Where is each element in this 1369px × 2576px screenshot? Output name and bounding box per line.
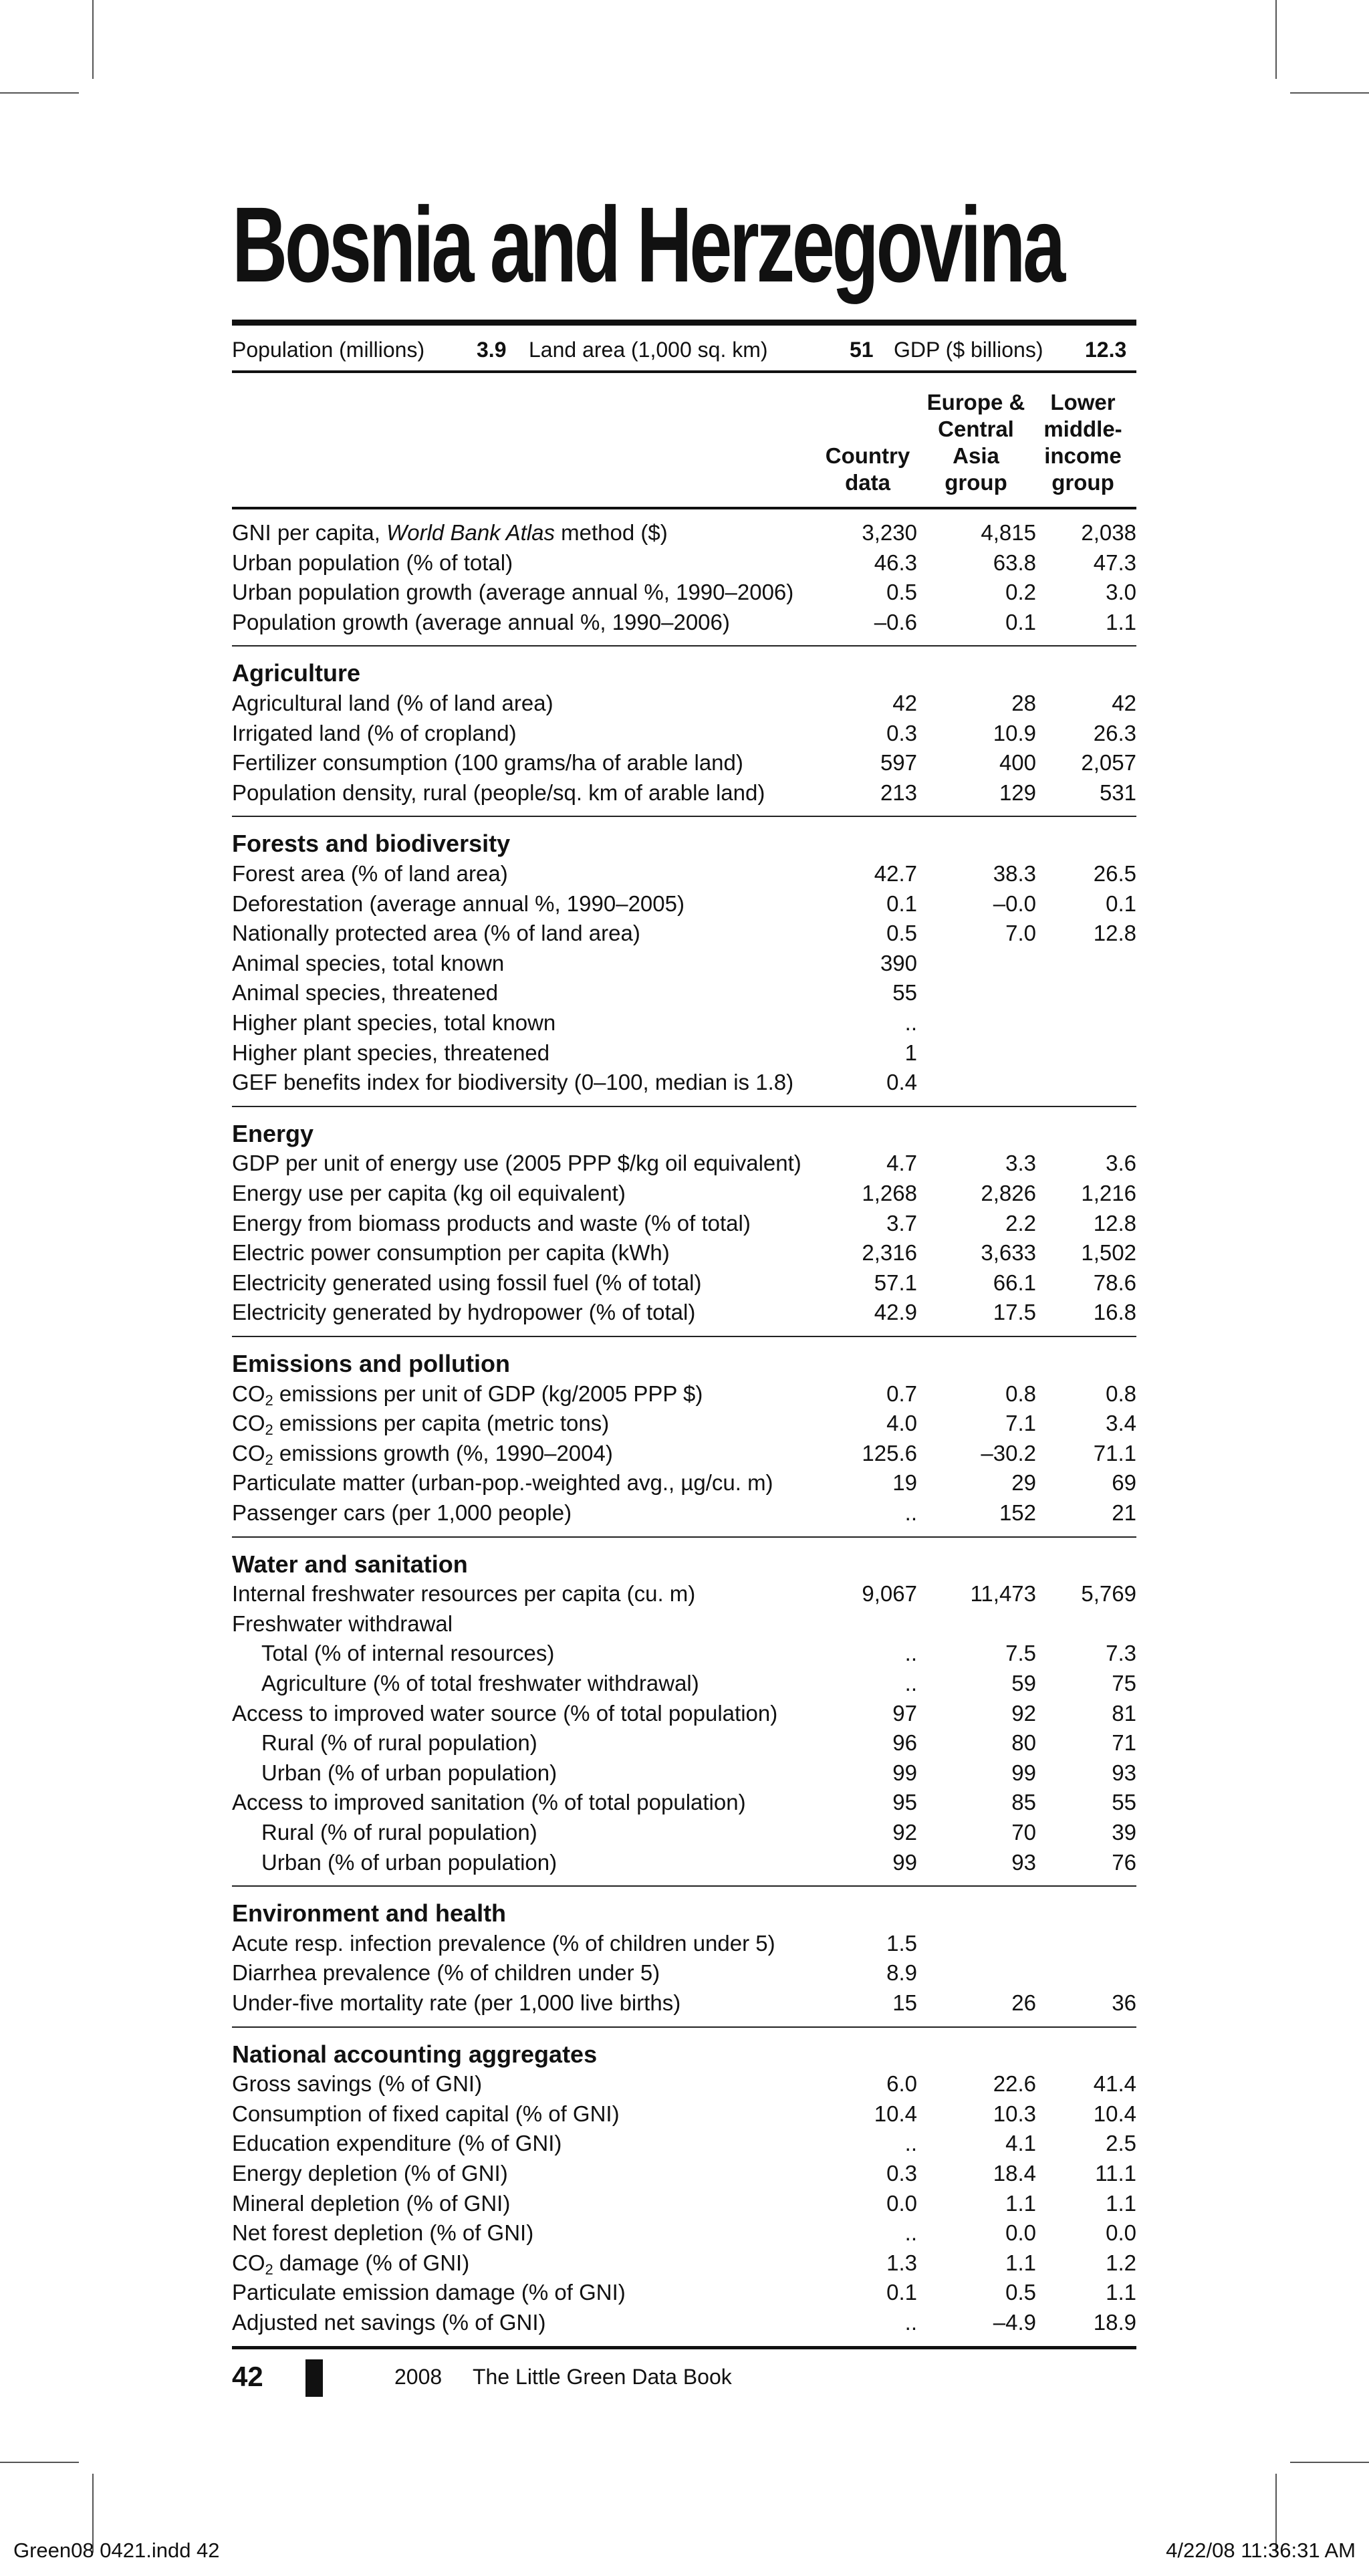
row-label bbox=[232, 518, 668, 548]
table-row bbox=[232, 1609, 1136, 1639]
cell-c3: 2,057 bbox=[1081, 750, 1136, 776]
header-rule bbox=[232, 507, 1136, 509]
cell-c2: 70 bbox=[1011, 1820, 1036, 1845]
cell-c2: 4,815 bbox=[981, 520, 1036, 545]
cell-c2: 7.5 bbox=[1005, 1641, 1036, 1666]
cell-c1: 0.1 bbox=[886, 2280, 917, 2305]
cell-c1: 1 bbox=[904, 1040, 917, 1065]
table-row bbox=[232, 1958, 1136, 1988]
table-row bbox=[232, 889, 1136, 919]
row-label: Education expenditure (% of GNI) bbox=[232, 2131, 562, 2156]
row-label: Nationally protected area (% of land area) bbox=[232, 921, 640, 946]
cell-c1: 125.6 bbox=[862, 1440, 917, 1466]
column-header-income: Lower middle- income group bbox=[1043, 390, 1122, 495]
cell-c1: .. bbox=[904, 2310, 917, 2335]
row-label-text: emissions per capita (metric tons) bbox=[273, 1411, 610, 1436]
cell-c1: 19 bbox=[892, 1470, 917, 1496]
section-divider bbox=[232, 1336, 1136, 1337]
table-row bbox=[232, 949, 1136, 978]
cell-c3: 2.5 bbox=[1106, 2131, 1136, 2156]
table-row bbox=[232, 1699, 1136, 1728]
cell-c3: 71 bbox=[1112, 1730, 1136, 1756]
table-row bbox=[232, 2099, 1136, 2129]
cell-c3: 5,769 bbox=[1081, 1581, 1136, 1607]
row-label: Gross savings (% of GNI) bbox=[232, 2071, 483, 2097]
page-number: 42 bbox=[232, 2361, 263, 2392]
cell-c1: 97 bbox=[892, 1700, 917, 1726]
cell-c1: .. bbox=[904, 1500, 917, 1525]
row-label: Population density, rural (people/sq. km of arable land) bbox=[232, 780, 765, 805]
cell-c3: 21 bbox=[1112, 1500, 1136, 1525]
cell-c2: 0.5 bbox=[1005, 2280, 1036, 2305]
row-label-text: GNI per capita, bbox=[232, 520, 387, 545]
table-row bbox=[232, 1298, 1136, 1327]
cell-c3: 36 bbox=[1112, 1990, 1136, 2015]
row-label: Energy depletion (% of GNI) bbox=[232, 2161, 508, 2186]
table-row bbox=[232, 608, 1136, 637]
cell-c3: 71.1 bbox=[1093, 1440, 1136, 1466]
cell-c2: 0.2 bbox=[1005, 580, 1036, 605]
row-label: Fertilizer consumption (100 grams/ha of arable land) bbox=[232, 750, 743, 776]
table-row bbox=[232, 778, 1136, 808]
co2-subscript: 2 bbox=[265, 1421, 273, 1439]
table-row bbox=[232, 1498, 1136, 1528]
row-label: Mineral depletion (% of GNI) bbox=[232, 2190, 511, 2216]
cell-c1: 0.7 bbox=[886, 1381, 917, 1406]
row-label: Access to improved sanitation (% of total population) bbox=[232, 1790, 746, 1815]
cell-c3: 2,038 bbox=[1081, 520, 1136, 545]
row-label: Total (% of internal resources) bbox=[261, 1641, 555, 1666]
cell-c2: 3.3 bbox=[1005, 1151, 1036, 1176]
cell-c1: 213 bbox=[880, 780, 917, 805]
table-row bbox=[232, 2248, 1136, 2278]
table-row bbox=[232, 1268, 1136, 1298]
cell-c2: 152 bbox=[999, 1500, 1036, 1525]
table-row bbox=[232, 548, 1136, 578]
table-row bbox=[232, 578, 1136, 607]
table-row bbox=[232, 1579, 1136, 1609]
land-area-label: Land area (1,000 sq. km) bbox=[529, 338, 768, 362]
table-row bbox=[232, 2278, 1136, 2307]
cell-c3: 18.9 bbox=[1093, 2310, 1136, 2335]
table-row bbox=[232, 1008, 1136, 1038]
row-label: Urban population (% of total) bbox=[232, 550, 513, 575]
table-row bbox=[232, 1728, 1136, 1758]
table-row bbox=[232, 689, 1136, 718]
co2-prefix: CO bbox=[232, 1381, 265, 1406]
co2-subscript: 2 bbox=[265, 1451, 273, 1468]
row-label: Forest area (% of land area) bbox=[232, 861, 508, 886]
land-area-value: 51 bbox=[850, 338, 874, 362]
section-divider bbox=[232, 816, 1136, 817]
cell-c3: 1.2 bbox=[1106, 2250, 1136, 2275]
cell-c1: 3,230 bbox=[862, 520, 917, 545]
cell-c1: 8.9 bbox=[886, 1960, 917, 1986]
cell-c2: 92 bbox=[1011, 1700, 1036, 1726]
cell-c2: 59 bbox=[1011, 1671, 1036, 1695]
slug-date: 4/22/08 11:36:31 AM bbox=[1166, 2539, 1356, 2562]
cell-c1: 3.7 bbox=[886, 1210, 917, 1236]
cell-c1: 9,067 bbox=[862, 1581, 917, 1607]
co2-prefix: CO bbox=[232, 1411, 265, 1436]
gdp-label: GDP ($ billions) bbox=[894, 338, 1043, 362]
cell-c2: 2,826 bbox=[981, 1181, 1036, 1205]
table-row bbox=[232, 1988, 1136, 2018]
cell-c3: 0.1 bbox=[1106, 891, 1136, 916]
column-header-region: Europe & Central Asia group bbox=[926, 390, 1025, 495]
cell-c1: 6.0 bbox=[886, 2071, 917, 2097]
section-title: Forests and biodiversity bbox=[232, 830, 511, 858]
section-title: Energy bbox=[232, 1119, 314, 1147]
cell-c3: 81 bbox=[1112, 1700, 1136, 1726]
row-label-text: method ($) bbox=[554, 520, 668, 545]
row-label: Freshwater withdrawal bbox=[232, 1611, 453, 1636]
cell-c1: .. bbox=[904, 1641, 917, 1666]
table-row bbox=[232, 2129, 1136, 2158]
cell-c1: .. bbox=[904, 2131, 917, 2156]
cell-c3: 78.6 bbox=[1093, 1270, 1136, 1295]
row-label: GDP per unit of energy use (2005 PPP $/kg oil equivalent) bbox=[232, 1151, 801, 1176]
cell-c3: 7.3 bbox=[1106, 1641, 1136, 1666]
cell-c3: 0.8 bbox=[1106, 1381, 1136, 1406]
crop-mark bbox=[0, 92, 79, 94]
table-row bbox=[232, 1669, 1136, 1698]
table-row bbox=[232, 1468, 1136, 1498]
crop-mark bbox=[1290, 92, 1369, 94]
table-row bbox=[232, 1818, 1136, 1847]
crop-mark bbox=[1290, 2462, 1369, 2463]
footer-bar bbox=[305, 2359, 323, 2397]
row-label bbox=[232, 1379, 703, 1409]
table-row bbox=[232, 1068, 1136, 1097]
cell-c3: 93 bbox=[1112, 1760, 1136, 1785]
cell-c3: 55 bbox=[1112, 1790, 1136, 1815]
row-label: Passenger cars (per 1,000 people) bbox=[232, 1500, 572, 1525]
table-row bbox=[232, 1639, 1136, 1668]
cell-c1: 597 bbox=[880, 750, 917, 776]
row-label: Under-five mortality rate (per 1,000 live births) bbox=[232, 1990, 681, 2015]
page-title: Bosnia and Herzegovina bbox=[232, 185, 1063, 304]
co2-prefix: CO bbox=[232, 2250, 265, 2275]
row-label: GEF benefits index for biodiversity (0–100, median is 1.8) bbox=[232, 1070, 794, 1095]
cell-c3: 3.4 bbox=[1106, 1411, 1136, 1436]
table-row bbox=[232, 1788, 1136, 1817]
table-row bbox=[232, 978, 1136, 1008]
cell-c2: 4.1 bbox=[1005, 2131, 1036, 2156]
section-title: National accounting aggregates bbox=[232, 2040, 598, 2068]
cell-c1: 0.1 bbox=[886, 891, 917, 916]
cell-c3: 12.8 bbox=[1093, 921, 1136, 946]
cell-c3: 41.4 bbox=[1093, 2071, 1136, 2097]
cell-c2: 38.3 bbox=[993, 861, 1036, 886]
cell-c3: 0.0 bbox=[1106, 2220, 1136, 2246]
row-label: Higher plant species, total known bbox=[232, 1010, 556, 1035]
row-label: Electricity generated by hydropower (% of total) bbox=[232, 1300, 696, 1325]
table-row bbox=[232, 1758, 1136, 1788]
table-row bbox=[232, 2069, 1136, 2099]
row-label: Agriculture (% of total freshwater withdrawal) bbox=[261, 1671, 699, 1695]
row-label: Particulate emission damage (% of GNI) bbox=[232, 2280, 626, 2305]
table-row bbox=[232, 1379, 1136, 1409]
footer-year: 2008 bbox=[394, 2365, 443, 2389]
cell-c2: 93 bbox=[1011, 1849, 1036, 1875]
row-label: Population growth (average annual %, 1990–2006) bbox=[232, 609, 730, 634]
table-row bbox=[232, 859, 1136, 889]
cell-c1: 96 bbox=[892, 1730, 917, 1756]
row-label: Urban (% of urban population) bbox=[261, 1760, 557, 1785]
cell-c3: 76 bbox=[1112, 1849, 1136, 1875]
co2-prefix: CO bbox=[232, 1440, 265, 1466]
table-row bbox=[232, 2159, 1136, 2188]
cell-c2: 66.1 bbox=[993, 1270, 1036, 1295]
cell-c3: 26.5 bbox=[1093, 861, 1136, 886]
cell-c3: 1,216 bbox=[1081, 1181, 1136, 1205]
cell-c3: 47.3 bbox=[1093, 550, 1136, 575]
row-label: Deforestation (average annual %, 1990–2005) bbox=[232, 891, 684, 916]
cell-c1: 4.0 bbox=[886, 1411, 917, 1436]
table-row bbox=[232, 518, 1136, 548]
row-label: Urban (% of urban population) bbox=[261, 1849, 557, 1875]
cell-c3: 531 bbox=[1099, 780, 1136, 805]
section-title: Water and sanitation bbox=[232, 1550, 468, 1578]
cell-c2: 10.3 bbox=[993, 2101, 1036, 2126]
cell-c2: 0.1 bbox=[1005, 609, 1036, 634]
cell-c3: 16.8 bbox=[1093, 1300, 1136, 1325]
table-row bbox=[232, 1848, 1136, 1877]
row-label: Rural (% of rural population) bbox=[261, 1820, 537, 1845]
row-label: Access to improved water source (% of total population) bbox=[232, 1700, 778, 1726]
cell-c1: 95 bbox=[892, 1790, 917, 1815]
cell-c2: 29 bbox=[1011, 1470, 1036, 1496]
cell-c3: 42 bbox=[1112, 691, 1136, 715]
cell-c2: 0.8 bbox=[1005, 1381, 1036, 1406]
row-label: Higher plant species, threatened bbox=[232, 1040, 550, 1065]
cell-c1: 0.5 bbox=[886, 580, 917, 605]
cell-c2: 26 bbox=[1011, 1990, 1036, 2015]
section-title: Emissions and pollution bbox=[232, 1350, 511, 1377]
table-row bbox=[232, 2308, 1136, 2337]
cell-c2: 1.1 bbox=[1005, 2250, 1036, 2275]
co2-subscript: 2 bbox=[265, 1391, 273, 1409]
cell-c2: 7.0 bbox=[1005, 921, 1036, 946]
cell-c1: 92 bbox=[892, 1820, 917, 1845]
row-label: Animal species, threatened bbox=[232, 980, 499, 1006]
section-divider bbox=[232, 645, 1136, 647]
row-label: Urban population growth (average annual %, 1990–2006) bbox=[232, 580, 794, 605]
row-label: Energy from biomass products and waste (% of total) bbox=[232, 1210, 751, 1236]
cell-c1: .. bbox=[904, 1010, 917, 1035]
section-divider bbox=[232, 1536, 1136, 1538]
population-value: 3.9 bbox=[477, 338, 507, 362]
cell-c1: 1,268 bbox=[862, 1181, 917, 1205]
cell-c2: –4.9 bbox=[993, 2310, 1036, 2335]
row-label bbox=[232, 2248, 469, 2278]
cell-c3: 10.4 bbox=[1093, 2101, 1136, 2126]
cell-c3: 1.1 bbox=[1106, 2190, 1136, 2216]
table-row bbox=[232, 1038, 1136, 1068]
cell-c2: 11,473 bbox=[970, 1581, 1036, 1607]
summary-rule bbox=[232, 370, 1136, 373]
cell-c1: 42.9 bbox=[874, 1300, 917, 1325]
cell-c1: –0.6 bbox=[874, 609, 917, 634]
cell-c3: 75 bbox=[1112, 1671, 1136, 1695]
row-label-italic: World Bank Atlas bbox=[386, 520, 555, 545]
cell-c2: 3,633 bbox=[981, 1240, 1036, 1266]
cell-c2: 28 bbox=[1011, 691, 1036, 715]
row-label: Net forest depletion (% of GNI) bbox=[232, 2220, 534, 2246]
cell-c1: 0.3 bbox=[886, 2161, 917, 2186]
table-row bbox=[232, 1238, 1136, 1268]
row-label: Particulate matter (urban-pop.-weighted avg., µg/cu. m) bbox=[232, 1470, 773, 1496]
cell-c3: 1.1 bbox=[1106, 2280, 1136, 2305]
row-label bbox=[232, 1439, 613, 1468]
table-row bbox=[232, 919, 1136, 948]
cell-c1: 99 bbox=[892, 1760, 917, 1785]
cell-c2: 99 bbox=[1011, 1760, 1036, 1785]
table-row bbox=[232, 748, 1136, 778]
row-label: Irrigated land (% of cropland) bbox=[232, 720, 517, 745]
table-row bbox=[232, 1179, 1136, 1208]
cell-c1: 57.1 bbox=[874, 1270, 917, 1295]
cell-c2: –0.0 bbox=[993, 891, 1036, 916]
row-label: Energy use per capita (kg oil equivalent) bbox=[232, 1181, 626, 1205]
cell-c1: 0.3 bbox=[886, 720, 917, 745]
cell-c2: 63.8 bbox=[993, 550, 1036, 575]
row-label: Consumption of fixed capital (% of GNI) bbox=[232, 2101, 620, 2126]
table-row bbox=[232, 1409, 1136, 1438]
cell-c3: 12.8 bbox=[1093, 1210, 1136, 1236]
bottom-rule bbox=[232, 2346, 1136, 2349]
table-row bbox=[232, 719, 1136, 748]
cell-c1: 15 bbox=[892, 1990, 917, 2015]
cell-c1: 1.5 bbox=[886, 1930, 917, 1956]
row-label: Diarrhea prevalence (% of children under 5) bbox=[232, 1960, 660, 1986]
gdp-value: 12.3 bbox=[1085, 338, 1127, 362]
section-title: Agriculture bbox=[232, 659, 361, 687]
cell-c3: 1.1 bbox=[1106, 609, 1136, 634]
cell-c1: 99 bbox=[892, 1849, 917, 1875]
crop-mark bbox=[0, 2462, 79, 2463]
cell-c1: 4.7 bbox=[886, 1151, 917, 1176]
cell-c3: 11.1 bbox=[1095, 2161, 1136, 2186]
section-title: Environment and health bbox=[232, 1899, 507, 1927]
row-label: Electric power consumption per capita (kWh) bbox=[232, 1240, 670, 1266]
top-rule bbox=[232, 320, 1136, 326]
row-label bbox=[232, 1409, 609, 1438]
crop-mark bbox=[1275, 0, 1277, 79]
column-header-country: Country data bbox=[825, 443, 910, 495]
slug-file: Green08 0421.indd 42 bbox=[13, 2539, 220, 2562]
cell-c1: .. bbox=[904, 2220, 917, 2246]
row-label-text: emissions growth (%, 1990–2004) bbox=[273, 1440, 613, 1466]
row-label: Acute resp. infection prevalence (% of children under 5) bbox=[232, 1930, 775, 1956]
row-label: Rural (% of rural population) bbox=[261, 1730, 537, 1756]
cell-c1: 0.5 bbox=[886, 921, 917, 946]
section-divider bbox=[232, 1885, 1136, 1887]
row-label: Agricultural land (% of land area) bbox=[232, 691, 553, 715]
page-footer bbox=[232, 2357, 1136, 2397]
cell-c2: 18.4 bbox=[993, 2161, 1036, 2186]
cell-c2: 85 bbox=[1011, 1790, 1036, 1815]
row-label: Adjusted net savings (% of GNI) bbox=[232, 2310, 546, 2335]
cell-c2: 400 bbox=[999, 750, 1036, 776]
table-row bbox=[232, 1929, 1136, 1958]
row-label: Electricity generated using fossil fuel (% of total) bbox=[232, 1270, 702, 1295]
row-label-text: damage (% of GNI) bbox=[273, 2250, 470, 2275]
co2-subscript: 2 bbox=[265, 2260, 273, 2278]
cell-c2: 22.6 bbox=[993, 2071, 1036, 2097]
table-row bbox=[232, 1439, 1136, 1468]
cell-c3: 3.0 bbox=[1106, 580, 1136, 605]
cell-c3: 1,502 bbox=[1081, 1240, 1136, 1266]
cell-c1: 390 bbox=[880, 950, 917, 975]
cell-c3: 26.3 bbox=[1093, 720, 1136, 745]
cell-c1: 55 bbox=[892, 980, 917, 1006]
table-row bbox=[232, 2218, 1136, 2248]
cell-c2: 2.2 bbox=[1005, 1210, 1036, 1236]
row-label: Animal species, total known bbox=[232, 950, 505, 975]
table-row bbox=[232, 2189, 1136, 2218]
cell-c3: 69 bbox=[1112, 1470, 1136, 1496]
cell-c2: 80 bbox=[1011, 1730, 1036, 1756]
row-label-text: emissions per unit of GDP (kg/2005 PPP $) bbox=[273, 1381, 703, 1406]
cell-c2: 1.1 bbox=[1005, 2190, 1036, 2216]
cell-c1: 0.4 bbox=[886, 1070, 917, 1095]
population-label: Population (millions) bbox=[232, 338, 425, 362]
cell-c1: 42.7 bbox=[874, 861, 917, 886]
cell-c1: 10.4 bbox=[874, 2101, 917, 2126]
section-divider bbox=[232, 2026, 1136, 2028]
cell-c2: –30.2 bbox=[981, 1440, 1036, 1466]
cell-c2: 17.5 bbox=[993, 1300, 1036, 1325]
cell-c3: 39 bbox=[1112, 1820, 1136, 1845]
cell-c1: .. bbox=[904, 1671, 917, 1695]
cell-c2: 129 bbox=[999, 780, 1036, 805]
cell-c2: 0.0 bbox=[1005, 2220, 1036, 2246]
cell-c2: 10.9 bbox=[993, 720, 1036, 745]
section-divider bbox=[232, 1106, 1136, 1107]
table-row bbox=[232, 1149, 1136, 1178]
row-label: Internal freshwater resources per capita (cu. m) bbox=[232, 1581, 696, 1607]
cell-c3: 3.6 bbox=[1106, 1151, 1136, 1176]
cell-c1: 46.3 bbox=[874, 550, 917, 575]
table-row bbox=[232, 1209, 1136, 1238]
crop-mark bbox=[92, 0, 94, 79]
cell-c1: 42 bbox=[892, 691, 917, 715]
footer-book-title: The Little Green Data Book bbox=[473, 2365, 732, 2389]
summary-bar bbox=[232, 333, 1136, 366]
cell-c1: 0.0 bbox=[886, 2190, 917, 2216]
cell-c1: 2,316 bbox=[862, 1240, 917, 1266]
cell-c1: 1.3 bbox=[886, 2250, 917, 2275]
cell-c2: 7.1 bbox=[1005, 1411, 1036, 1436]
